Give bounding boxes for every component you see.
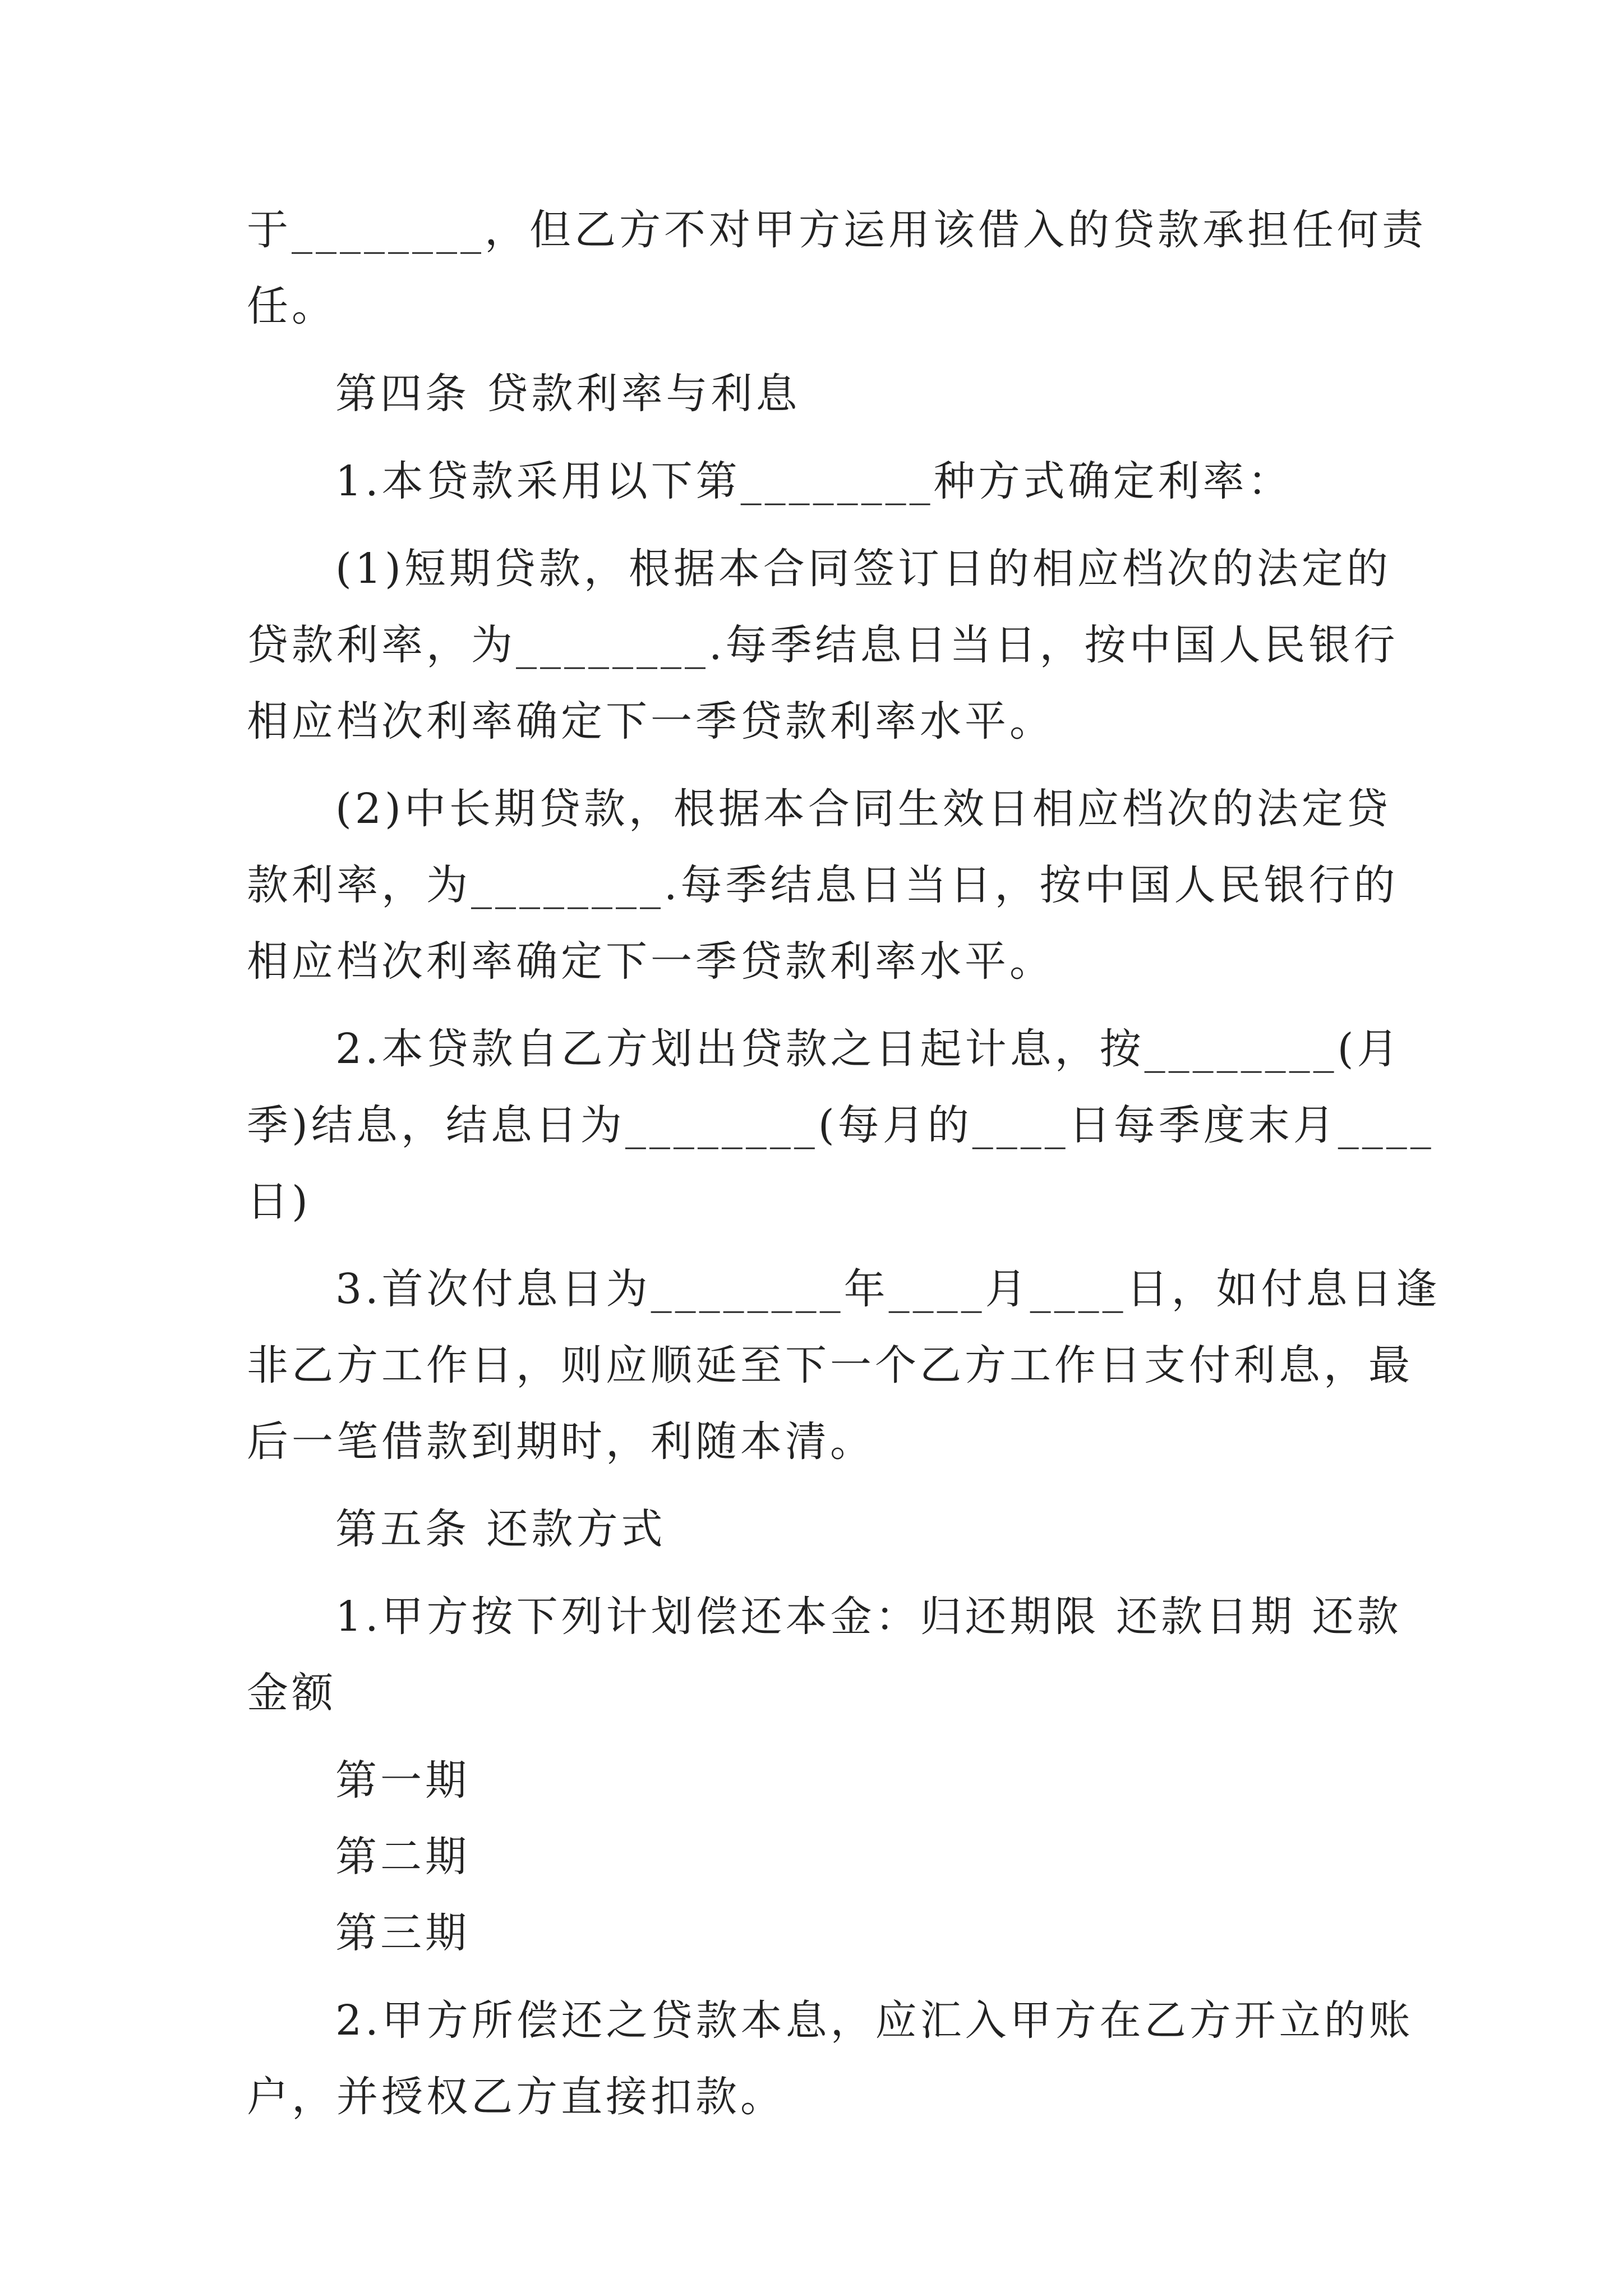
text-line: 后一笔借款到期时，利随本清。	[247, 1418, 875, 1466]
text-line: 第二期	[335, 1833, 470, 1881]
text-line: 户，并授权乙方直接扣款。	[247, 2073, 785, 2121]
text-line: 于________，但乙方不对甲方运用该借入的贷款承担任何责	[247, 206, 1427, 254]
text-line: 1.本贷款采用以下第________种方式确定利率：	[335, 457, 1293, 505]
text-line: 3.首次付息日为________年____月____日，如付息日逢	[335, 1265, 1441, 1313]
text-line: 第一期	[335, 1756, 470, 1805]
text-line: (2)中长期贷款，根据本合同生效日相应档次的法定贷	[335, 785, 1391, 833]
text-line: 季)结息，结息日为________(每月的____日每季度末月____	[247, 1101, 1435, 1149]
text-line: 2.甲方所偿还之贷款本息，应汇入甲方在乙方开立的账	[335, 1996, 1414, 2045]
text-line: 贷款利率，为________.每季结息日当日，按中国人民银行	[247, 621, 1399, 669]
text-line: (1)短期贷款，根据本合同签订日的相应档次的法定的	[335, 545, 1391, 593]
text-line: 非乙方工作日，则应顺延至下一个乙方工作日支付利息，最	[247, 1341, 1413, 1389]
text-line: 相应档次利率确定下一季贷款利率水平。	[247, 937, 1054, 986]
section-heading: 第四条 贷款利率与利息	[335, 370, 801, 418]
text-line: 金额	[247, 1669, 336, 1717]
section-heading: 第五条 还款方式	[335, 1505, 666, 1553]
text-line: 款利率，为________.每季结息日当日，按中国人民银行的	[247, 861, 1399, 909]
text-line: 2.本贷款自乙方划出贷款之日起计息，按________(月	[335, 1025, 1402, 1073]
text-line: 日)	[247, 1177, 311, 1226]
text-line: 相应档次利率确定下一季贷款利率水平。	[247, 697, 1054, 746]
text-line: 第三期	[335, 1909, 470, 1957]
text-line: 1.甲方按下列计划偿还本金：归还期限 还款日期 还款	[335, 1593, 1402, 1641]
text-line: 任。	[247, 282, 336, 330]
